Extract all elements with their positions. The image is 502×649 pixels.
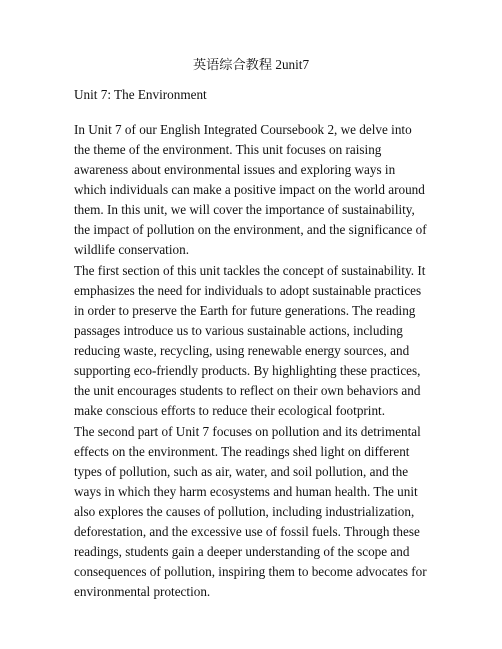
paragraph-line: In Unit 7 of our English Integrated Coursebook 2, we delve into xyxy=(74,122,412,137)
paragraph-line: reducing waste, recycling, using renewable energy sources, and xyxy=(74,343,410,358)
paragraph-line: supporting eco-friendly products. By highlighting these practices, xyxy=(74,363,421,378)
paragraph-line: also explores the causes of pollution, including industrialization, xyxy=(74,504,415,519)
paragraph-sustainability xyxy=(74,261,434,421)
paragraph-line: them. In this unit, we will cover the importance of sustainability, xyxy=(74,202,415,217)
paragraph-line: The first section of this unit tackles the concept of sustainability. It xyxy=(74,263,426,278)
paragraph-line: types of pollution, such as air, water, and soil pollution, and the xyxy=(74,464,409,479)
paragraph-line: The second part of Unit 7 focuses on pollution and its detrimental xyxy=(74,424,421,439)
paragraph-line: consequences of pollution, inspiring them to become advocates for xyxy=(74,564,427,579)
paragraph-line: ways in which they harm ecosystems and human health. The unit xyxy=(74,484,418,499)
paragraph-pollution xyxy=(74,422,434,602)
paragraph-line: the impact of pollution on the environment, and the significance of xyxy=(74,222,427,237)
paragraph-line: readings, students gain a deeper understanding of the scope and xyxy=(74,544,410,559)
paragraph-line: which individuals can make a positive impact on the world around xyxy=(74,182,425,197)
paragraph-line: deforestation, and the excessive use of fossil fuels. Through these xyxy=(74,524,420,539)
paragraph-line: make conscious efforts to reduce their ecological footprint. xyxy=(74,403,386,418)
paragraph-line: the unit encourages students to reflect on their own behaviors and xyxy=(74,383,421,398)
paragraph-line: emphasizes the need for individuals to adopt sustainable practices xyxy=(74,283,422,298)
paragraph-line: passages introduce us to various sustainable actions, including xyxy=(74,323,403,338)
paragraph-line: the theme of the environment. This unit focuses on raising xyxy=(74,142,382,157)
paragraph-line: environmental protection. xyxy=(74,584,211,599)
paragraph-line: in order to preserve the Earth for future generations. The reading xyxy=(74,303,416,318)
paragraph-line: awareness about environmental issues and exploring ways in xyxy=(74,162,396,177)
paragraph-introduction xyxy=(74,120,434,260)
document-title: 英语综合教程 2unit7 xyxy=(192,57,310,72)
unit-heading: Unit 7: The Environment xyxy=(74,87,207,102)
paragraph-line: wildlife conservation. xyxy=(74,242,189,257)
paragraph-line: effects on the environment. The readings shed light on different xyxy=(74,444,410,459)
